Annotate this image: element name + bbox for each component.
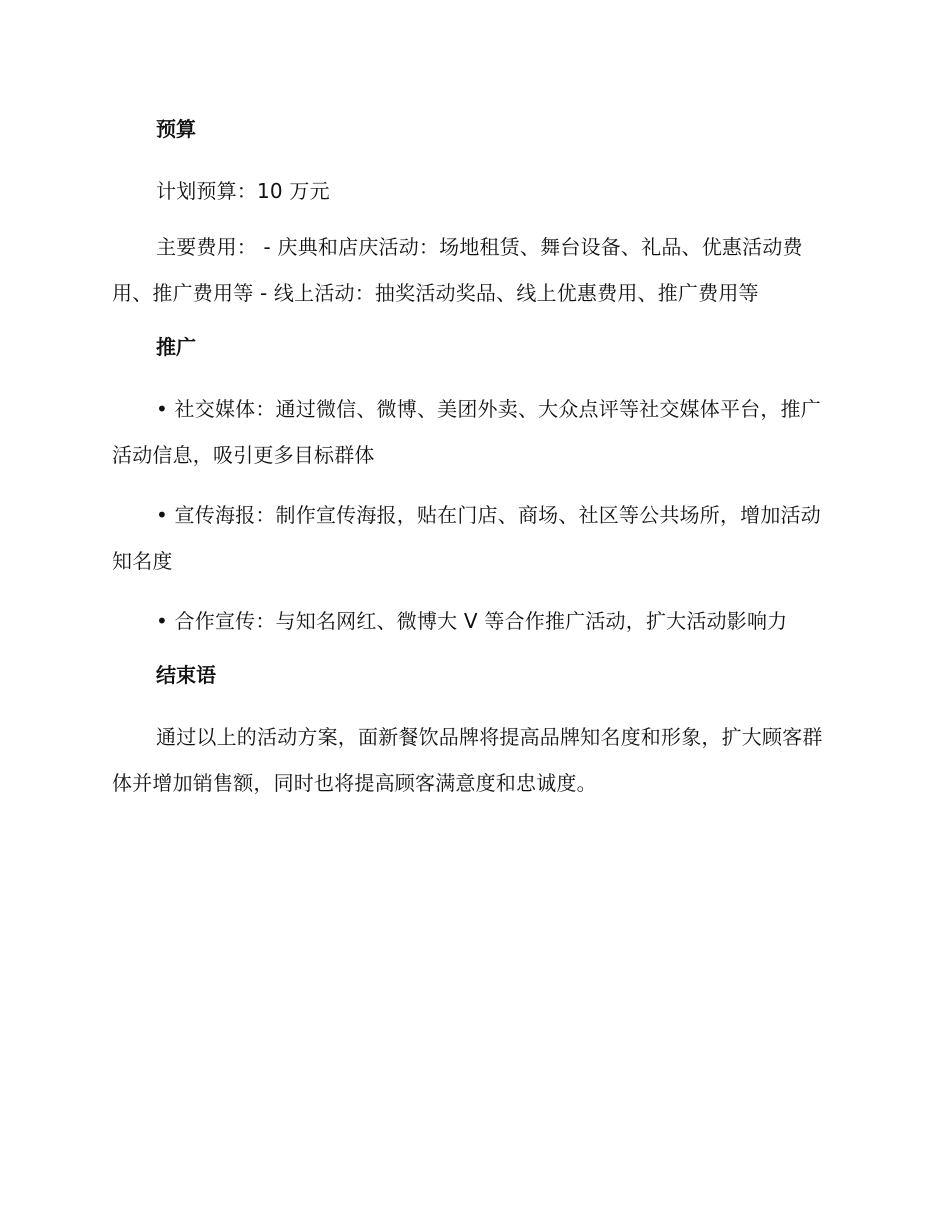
budget-main-costs: 主要费用： - 庆典和店庆活动：场地租赁、舞台设备、礼品、优惠活动费用、推广费用等 - 线上活动：抽奖活动奖品、线上优惠费用、推广费用等 [112,235,803,305]
promotion-item-poster: • 宣传海报：制作宣传海报，贴在门店、商场、社区等公共场所，增加活动知名度 [112,503,821,573]
budget-plan: 计划预算：10 万元 [156,179,330,203]
conclusion-heading: 结束语 [156,663,216,687]
promotion-item-cooperation: • 合作宣传：与知名网红、微博大 V 等合作推广活动，扩大活动影响力 [156,609,788,633]
promotion-heading: 推广 [156,335,196,359]
conclusion-text: 通过以上的活动方案，面新餐饮品牌将提高品牌知名度和形象，扩大顾客群体并增加销售额，同时也将提高顾客满意度和忠诚度。 [112,725,823,795]
budget-heading: 预算 [156,117,196,141]
promotion-item-social-media: • 社交媒体：通过微信、微博、美团外卖、大众点评等社交媒体平台，推广活动信息，吸引更多目标群体 [112,397,821,467]
document-page [112,112,832,820]
